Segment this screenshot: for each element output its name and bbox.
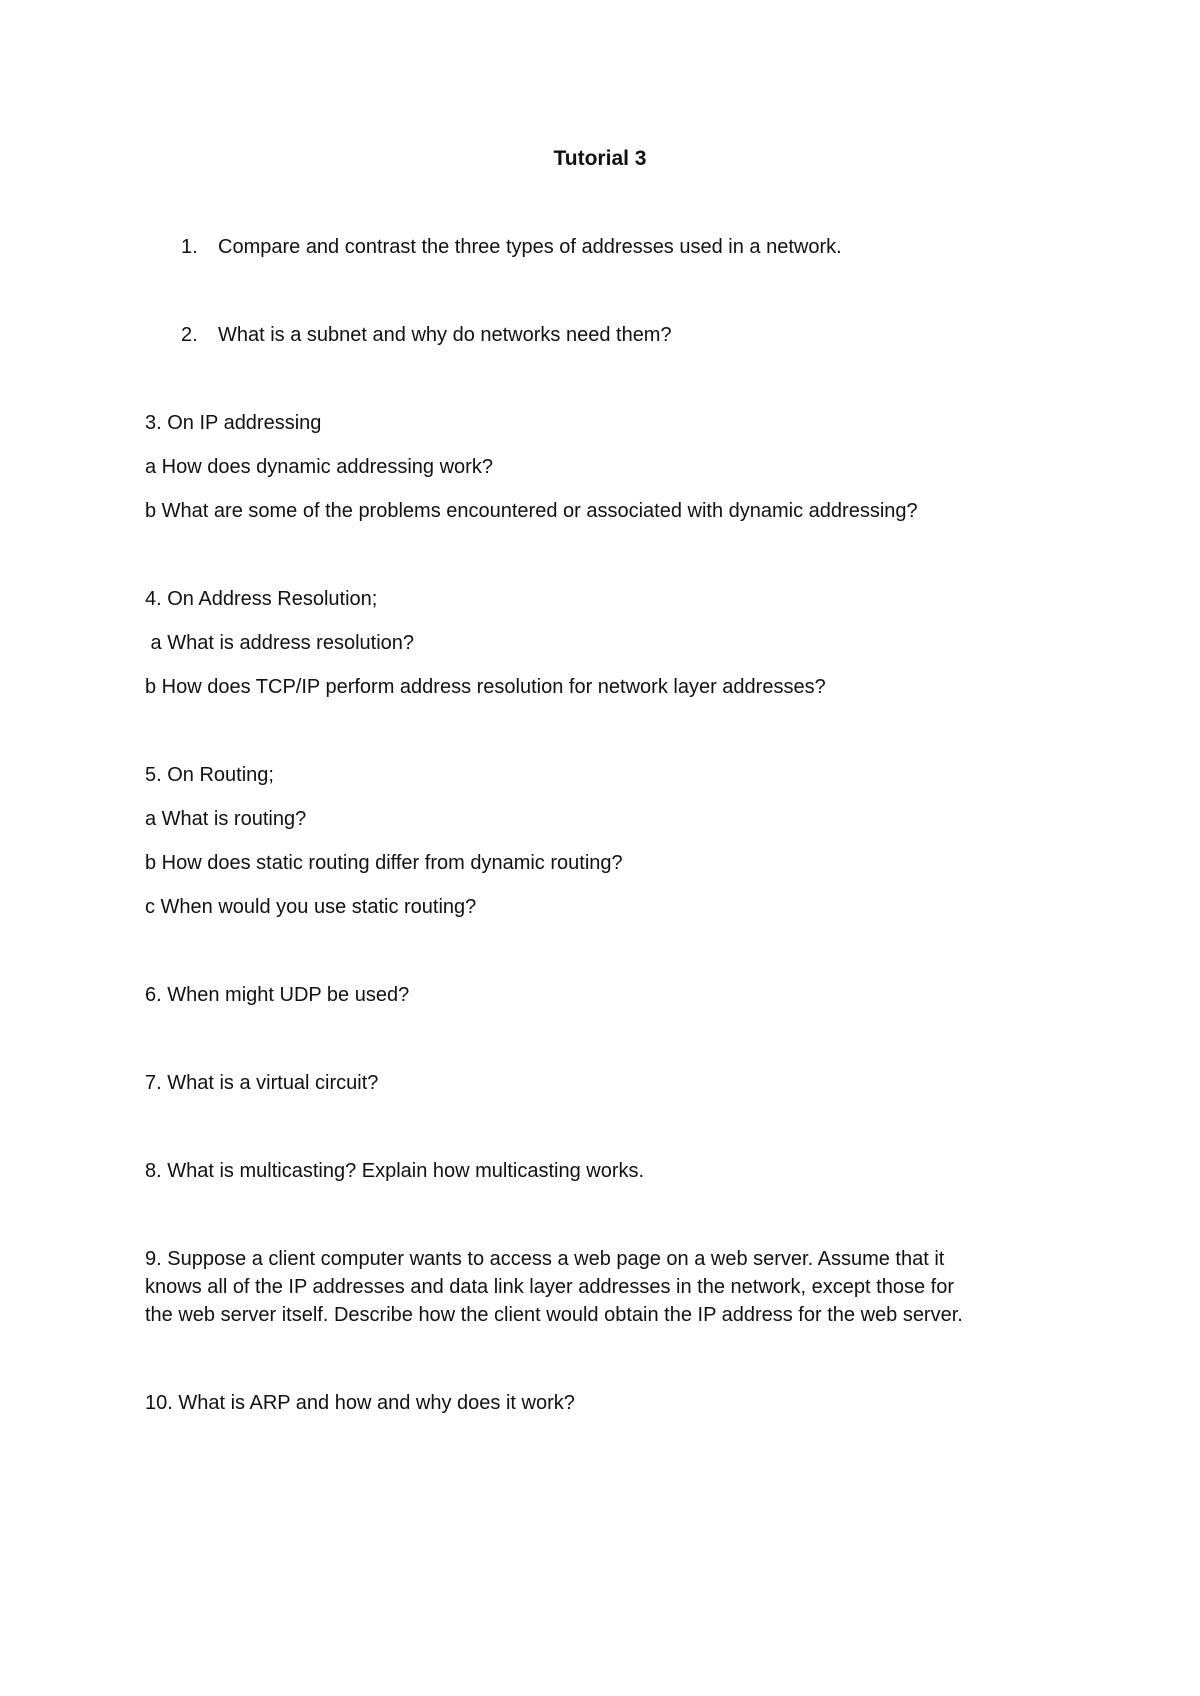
question-9-line-3: the web server itself. Describe how the client would obtain the IP address for the web server. — [145, 1304, 963, 1326]
question-4b: b How does TCP/IP perform address resolution for network layer addresses? — [145, 676, 826, 698]
document-title: Tutorial 3 — [553, 147, 647, 170]
question-2-number: 2. — [181, 324, 198, 346]
question-1-text: Compare and contrast the three types of addresses used in a network. — [218, 236, 842, 258]
question-7: 7. What is a virtual circuit? — [145, 1072, 379, 1094]
question-2-text: What is a subnet and why do networks need them? — [218, 324, 672, 346]
question-1-number: 1. — [181, 236, 198, 258]
question-10: 10. What is ARP and how and why does it work? — [145, 1392, 575, 1414]
question-3-heading: 3. On IP addressing — [145, 412, 322, 434]
question-4-heading: 4. On Address Resolution; — [145, 588, 378, 610]
question-5-heading: 5. On Routing; — [145, 764, 274, 786]
question-5b: b How does static routing differ from dynamic routing? — [145, 852, 623, 874]
question-5a: a What is routing? — [145, 808, 307, 830]
question-4a: a What is address resolution? — [145, 632, 415, 654]
question-9 — [145, 1245, 1065, 1329]
question-6: 6. When might UDP be used? — [145, 984, 410, 1006]
question-9-line-1: 9. Suppose a client computer wants to access a web page on a web server. Assume that it — [145, 1248, 945, 1270]
question-3a: a How does dynamic addressing work? — [145, 456, 493, 478]
question-9-line-2: knows all of the IP addresses and data link layer addresses in the network, except those for — [145, 1276, 954, 1298]
question-8: 8. What is multicasting? Explain how multicasting works. — [145, 1160, 645, 1182]
question-3b: b What are some of the problems encountered or associated with dynamic addressing? — [145, 500, 918, 522]
question-5c: c When would you use static routing? — [145, 896, 477, 918]
